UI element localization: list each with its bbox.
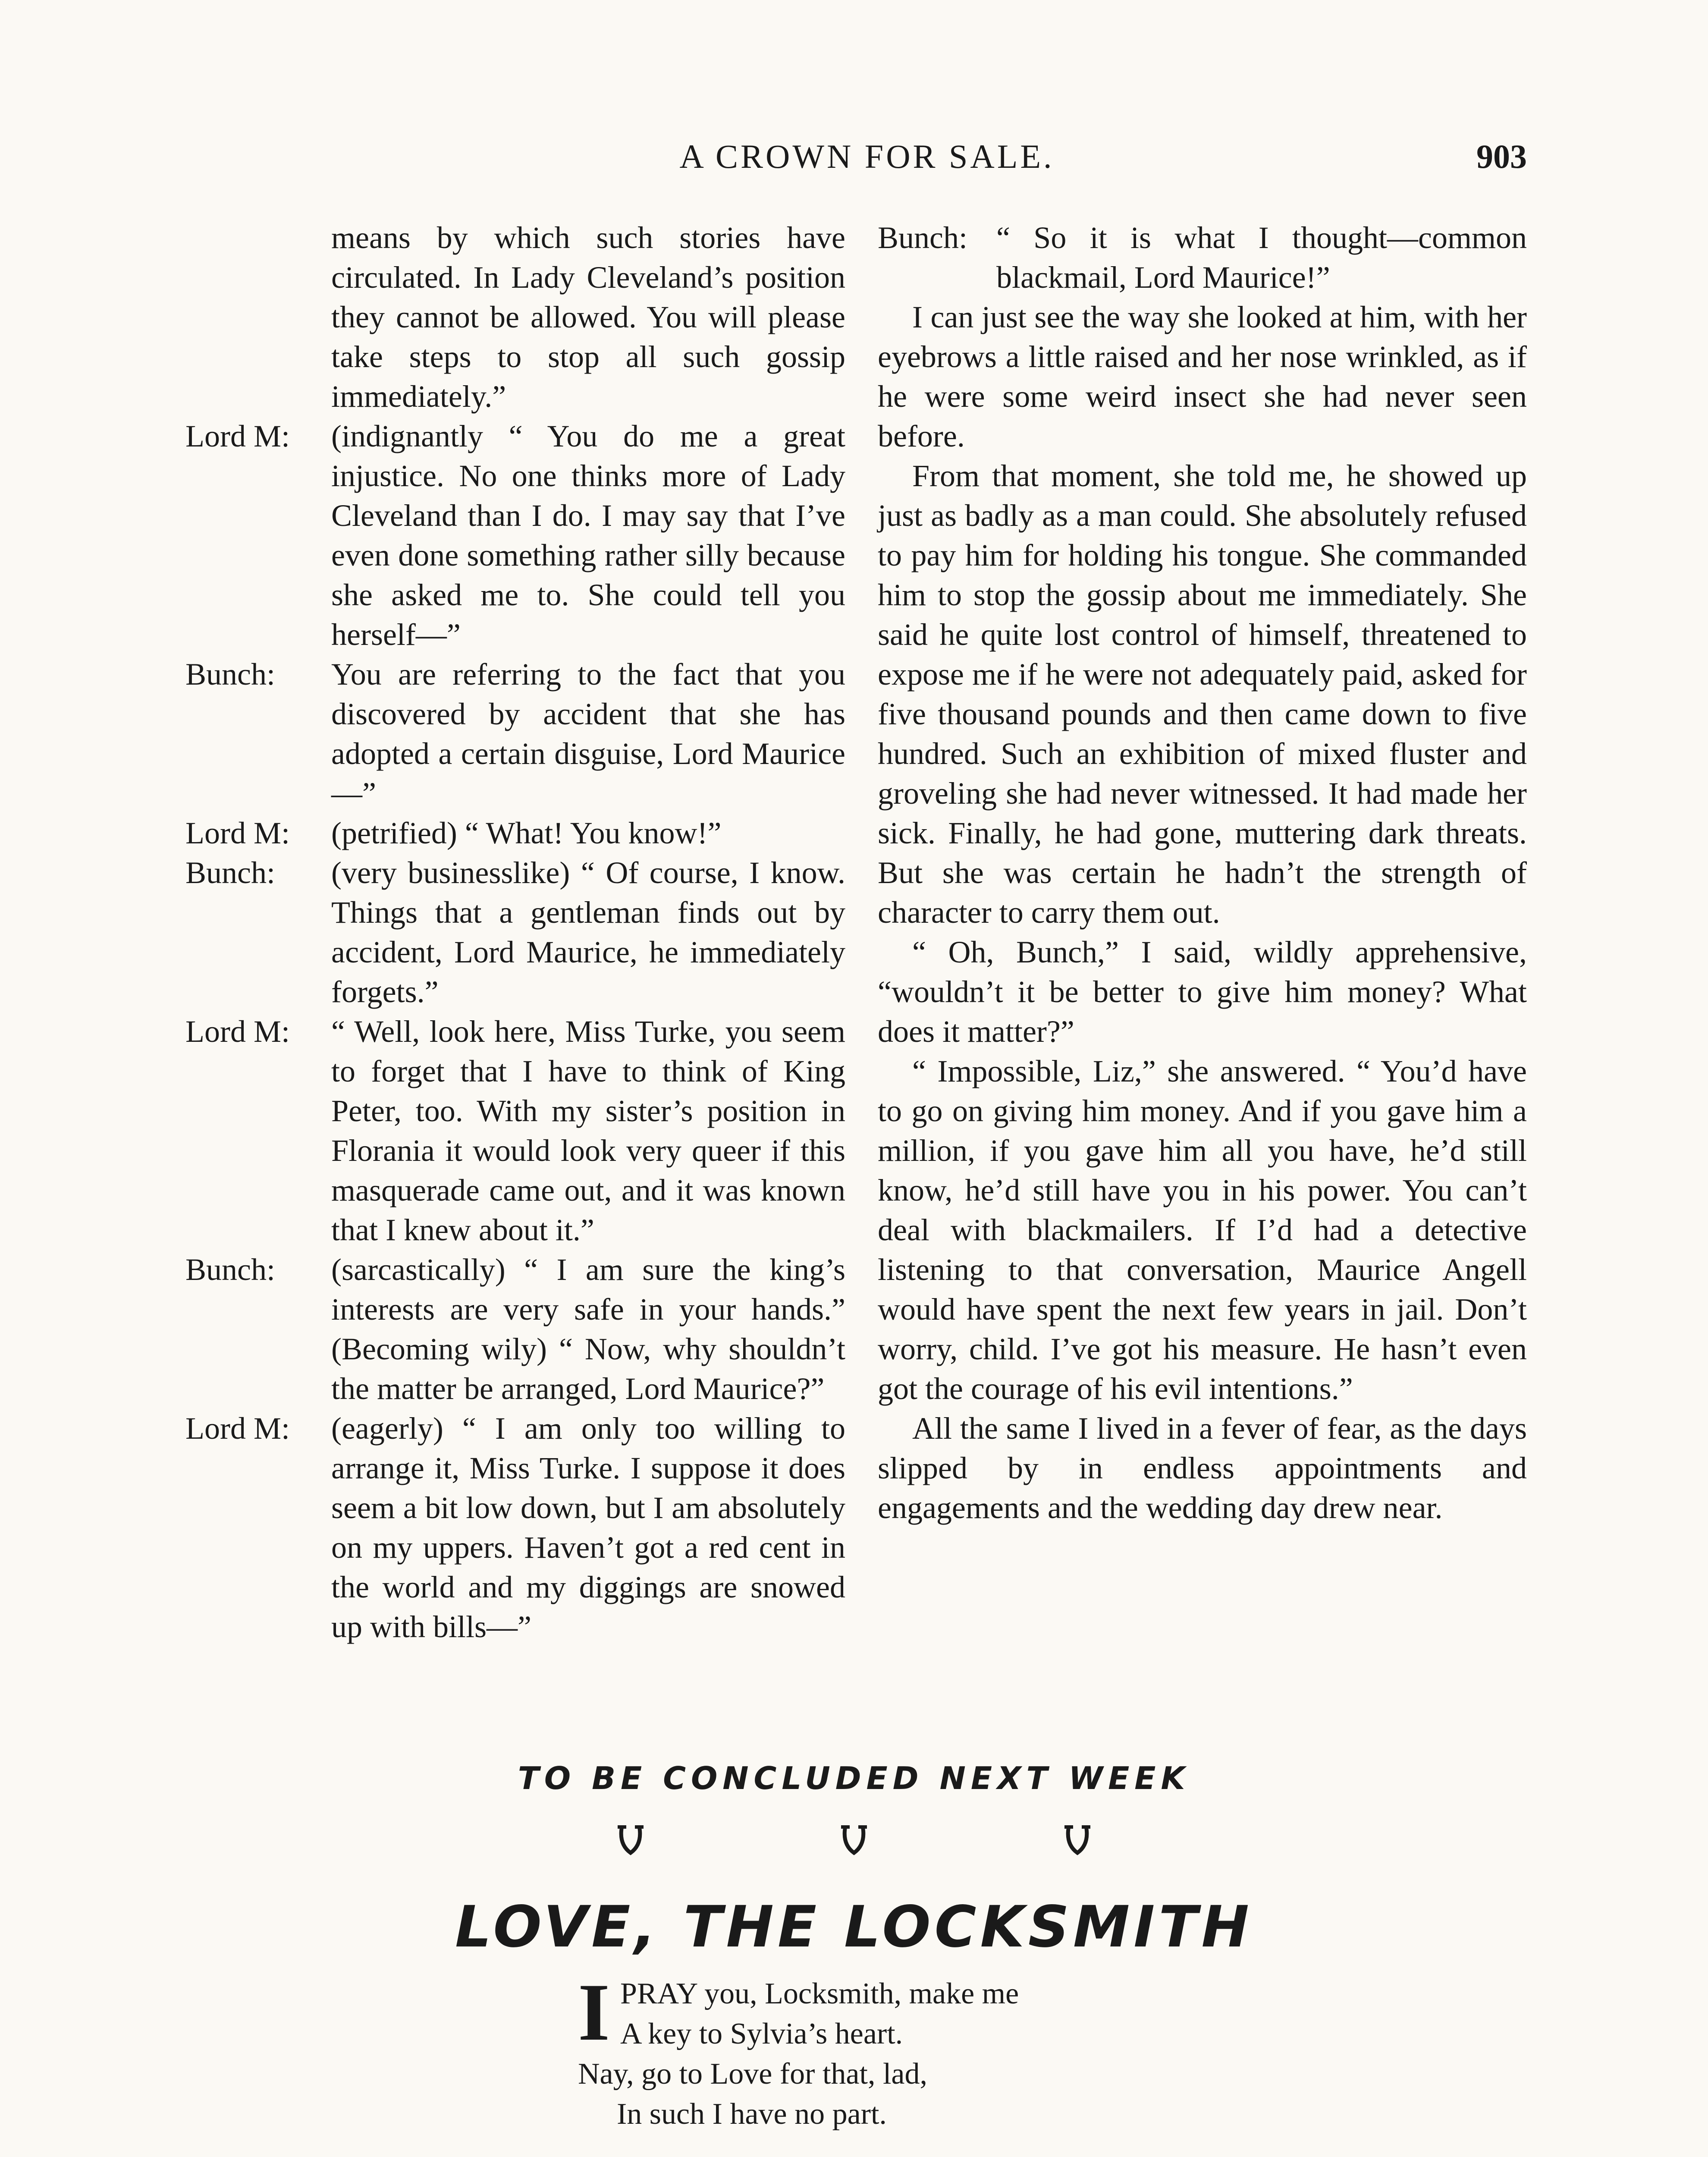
poem-line: PRAY you, Locksmith, make me xyxy=(620,1977,1019,2010)
dialogue-entry xyxy=(185,1012,845,1250)
speaker-label: Lord M: xyxy=(185,1014,290,1049)
paragraph: “ Oh, Bunch,” I said, wildly apprehensive, “wouldn’t it be better to give him money? What does it matter?” xyxy=(878,935,1527,1049)
page-header xyxy=(0,137,1708,185)
paragraph: All the same I lived in a fever of fear, as the days slipped by in endless appointments and engagements and the wedding day drew near. xyxy=(878,1411,1527,1525)
speaker-label: Bunch: xyxy=(185,1252,275,1287)
poem-line: In such I have no part. xyxy=(617,2097,887,2131)
dialogue-entry xyxy=(185,1250,845,1409)
dialogue-entry xyxy=(878,218,1527,297)
dialogue-text: You are referring to the fact that you discovered by accident that she has adopted a certain disguise, Lord Maurice—” xyxy=(331,657,845,811)
speaker-label: Lord M: xyxy=(185,816,290,850)
dialogue-text: means by which such stories have circulated. In Lady Cleveland’s position they cannot be allowed. You will please take steps to stop all such gossip immediately.” xyxy=(331,220,845,414)
continued-notice: TO BE CONCLUDED NEXT WEEK xyxy=(518,1760,1190,1796)
drop-cap: I xyxy=(578,1967,610,2058)
page-number: 903 xyxy=(1476,138,1527,175)
dialogue-entry xyxy=(185,218,845,416)
speaker-label: Bunch: xyxy=(185,855,275,890)
horseshoe-ornament-icon xyxy=(840,1823,868,1870)
dialogue-text: (sarcastically) “ I am sure the king’s interests are very safe in your hands.” (Becoming wily) “ Now, why shouldn’t the matter be arranged, Lord Maurice?” xyxy=(331,1252,845,1406)
dialogue-text: (eagerly) “ I am only too willing to arrange it, Miss Turke. I suppose it does seem a bit low down, but I am absolutely on my uppers. Haven’t got a red cent in the world and my diggings are snowed up with bills—” xyxy=(331,1411,845,1644)
poem-title: LOVE, THE LOCKSMITH xyxy=(455,1894,1253,1960)
poem xyxy=(578,1967,1182,2157)
dialogue-text: “ Well, look here, Miss Turke, you seem to forget that I have to think of King Peter, too. With my sister’s position in Florania it would look very queer if this masquerade came out, and it was known that I knew about it.” xyxy=(331,1014,845,1247)
speaker-label: Lord M: xyxy=(185,419,290,453)
horseshoe-ornament-icon xyxy=(617,1823,644,1870)
dialogue-text: (very businesslike) “ Of course, I know. Things that a gentleman finds out by accident, Lord Maurice, he immediately forgets.” xyxy=(331,855,845,1009)
article-columns xyxy=(185,218,1527,1771)
dialogue-entry xyxy=(185,1409,845,1647)
speaker-label: Lord M: xyxy=(185,1411,290,1446)
speaker-label xyxy=(185,218,331,416)
right-column xyxy=(878,218,1527,1528)
paragraph: I can just see the way she looked at him, with her eyebrows a little raised and her nose wrinkled, as if he were some weird insect she had never seen before. xyxy=(878,300,1527,453)
dialogue-entry xyxy=(185,416,845,654)
dialogue-text: (indignantly “ You do me a great injustice. No one thinks more of Lady Cleveland than I do. I may say that I’ve even done something rather silly because she asked me to. She could tell you herself—” xyxy=(331,419,845,652)
ornament-divider xyxy=(617,1823,1091,1870)
speaker-label: Bunch: xyxy=(878,220,967,255)
horseshoe-ornament-icon xyxy=(1064,1823,1091,1870)
dialogue-text: (petrified) “ What! You know!” xyxy=(331,816,722,850)
poem-line: A key to Sylvia’s heart. xyxy=(620,2017,903,2050)
dialogue-text: “ So it is what I thought—common blackmail, Lord Maurice!” xyxy=(996,220,1527,295)
paragraph: “ Impossible, Liz,” she answered. “ You’d have to go on giving him money. And if you gave him a million, if you gave him all you have, he’d still know, he’d still have you in his power. You can’t deal with blackmailers. If I’d had a detective listening to that conversation, Maurice Angell would have spent the next few years in jail. Don’t worry, child. I’ve got his measure. He hasn’t even got the courage of his evil intentions.” xyxy=(878,1054,1527,1406)
dialogue-entry xyxy=(185,813,845,853)
paragraph: From that moment, she told me, he showed up just as badly as a man could. She absolutely refused to pay him for holding his tongue. She commanded him to stop the gossip about me immediately. She said he quite lost control of himself, threatened to expose me if he were not adequately paid, asked for five thousand pounds and then came down to five hundred. Such an exhibition of mixed fluster and groveling she had never witnessed. It had made her sick. Finally, he had gone, muttering dark threats. But she was certain he hadn’t the strength of character to carry them out. xyxy=(878,459,1527,930)
speaker-label: Bunch: xyxy=(185,657,275,692)
dialogue-entry xyxy=(185,853,845,1012)
left-column xyxy=(185,218,845,1647)
poem-line: Nay, go to Love for that, lad, xyxy=(578,2057,927,2091)
running-title: A CROWN FOR SALE. xyxy=(679,138,1055,175)
poem-stanza xyxy=(578,1967,1182,2134)
dialogue-entry xyxy=(185,654,845,813)
